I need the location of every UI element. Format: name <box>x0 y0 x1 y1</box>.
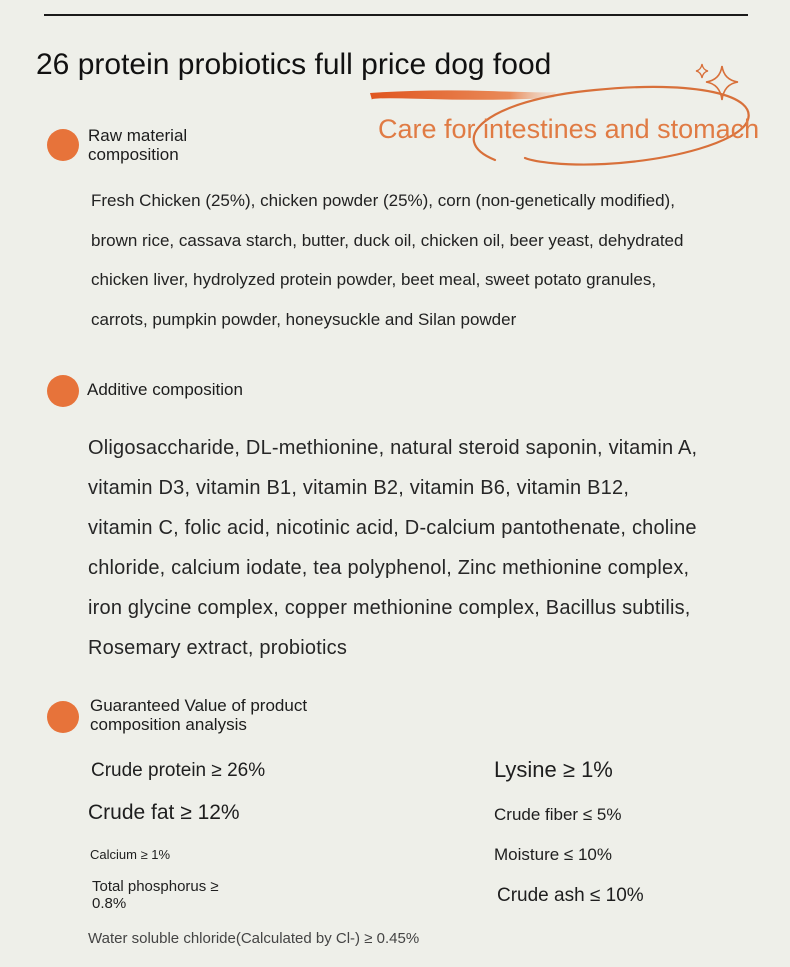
crude-fat-value: Crude fat ≥ 12% <box>88 801 240 824</box>
guaranteed-value-heading: Guaranteed Value of product composition analysis <box>90 696 308 734</box>
crude-ash-value: Crude ash ≤ 10% <box>497 885 644 906</box>
top-rule <box>44 14 748 16</box>
crude-fiber-value: Crude fiber ≤ 5% <box>494 805 622 824</box>
tagline: Care for intestines and stomach <box>378 114 760 144</box>
additive-text: Oligosaccharide, DL-methionine, natural steroid saponin, vitamin A, vitamin D3, vitamin B1, vitamin B2, vitamin B6, vitamin B12, vitamin C, folic acid, nicotinic acid, D-calcium pantothenate, choline chloride, calcium iodate, tea polyphenol, Zinc methionine complex, iron glycine complex, copper methionine complex, Bacillus subtilis, Rosemary extract, probiotics <box>88 437 698 659</box>
page-title: 26 protein probiotics full price dog food <box>36 48 552 81</box>
section-bullet <box>47 701 79 733</box>
lysine-value: Lysine ≥ 1% <box>494 757 613 782</box>
sparkle-icon <box>692 62 746 106</box>
section-bullet <box>47 129 79 161</box>
raw-material-text: Fresh Chicken (25%), chicken powder (25%), corn (non-genetically modified), brown rice, cassava starch, butter, duck oil, chicken oil, beer yeast, dehydrated chicken liver, hydrolyzed protein powder, beet meal, sweet potato granules, carrots, pumpkin powder, honeysuckle and Silan powder <box>91 191 684 329</box>
raw-material-heading: Raw material composition <box>88 126 188 164</box>
calcium-value: Calcium ≥ 1% <box>90 847 171 862</box>
total-phosphorus-value: Total phosphorus ≥ 0.8% <box>92 878 219 912</box>
moisture-value: Moisture ≤ 10% <box>494 845 612 864</box>
crude-protein-value: Crude protein ≥ 26% <box>91 760 266 781</box>
additive-heading: Additive composition <box>87 380 243 399</box>
water-soluble-chloride-value: Water soluble chloride(Calculated by Cl-) ≥ 0.45% <box>88 930 420 947</box>
section-bullet <box>47 375 79 407</box>
